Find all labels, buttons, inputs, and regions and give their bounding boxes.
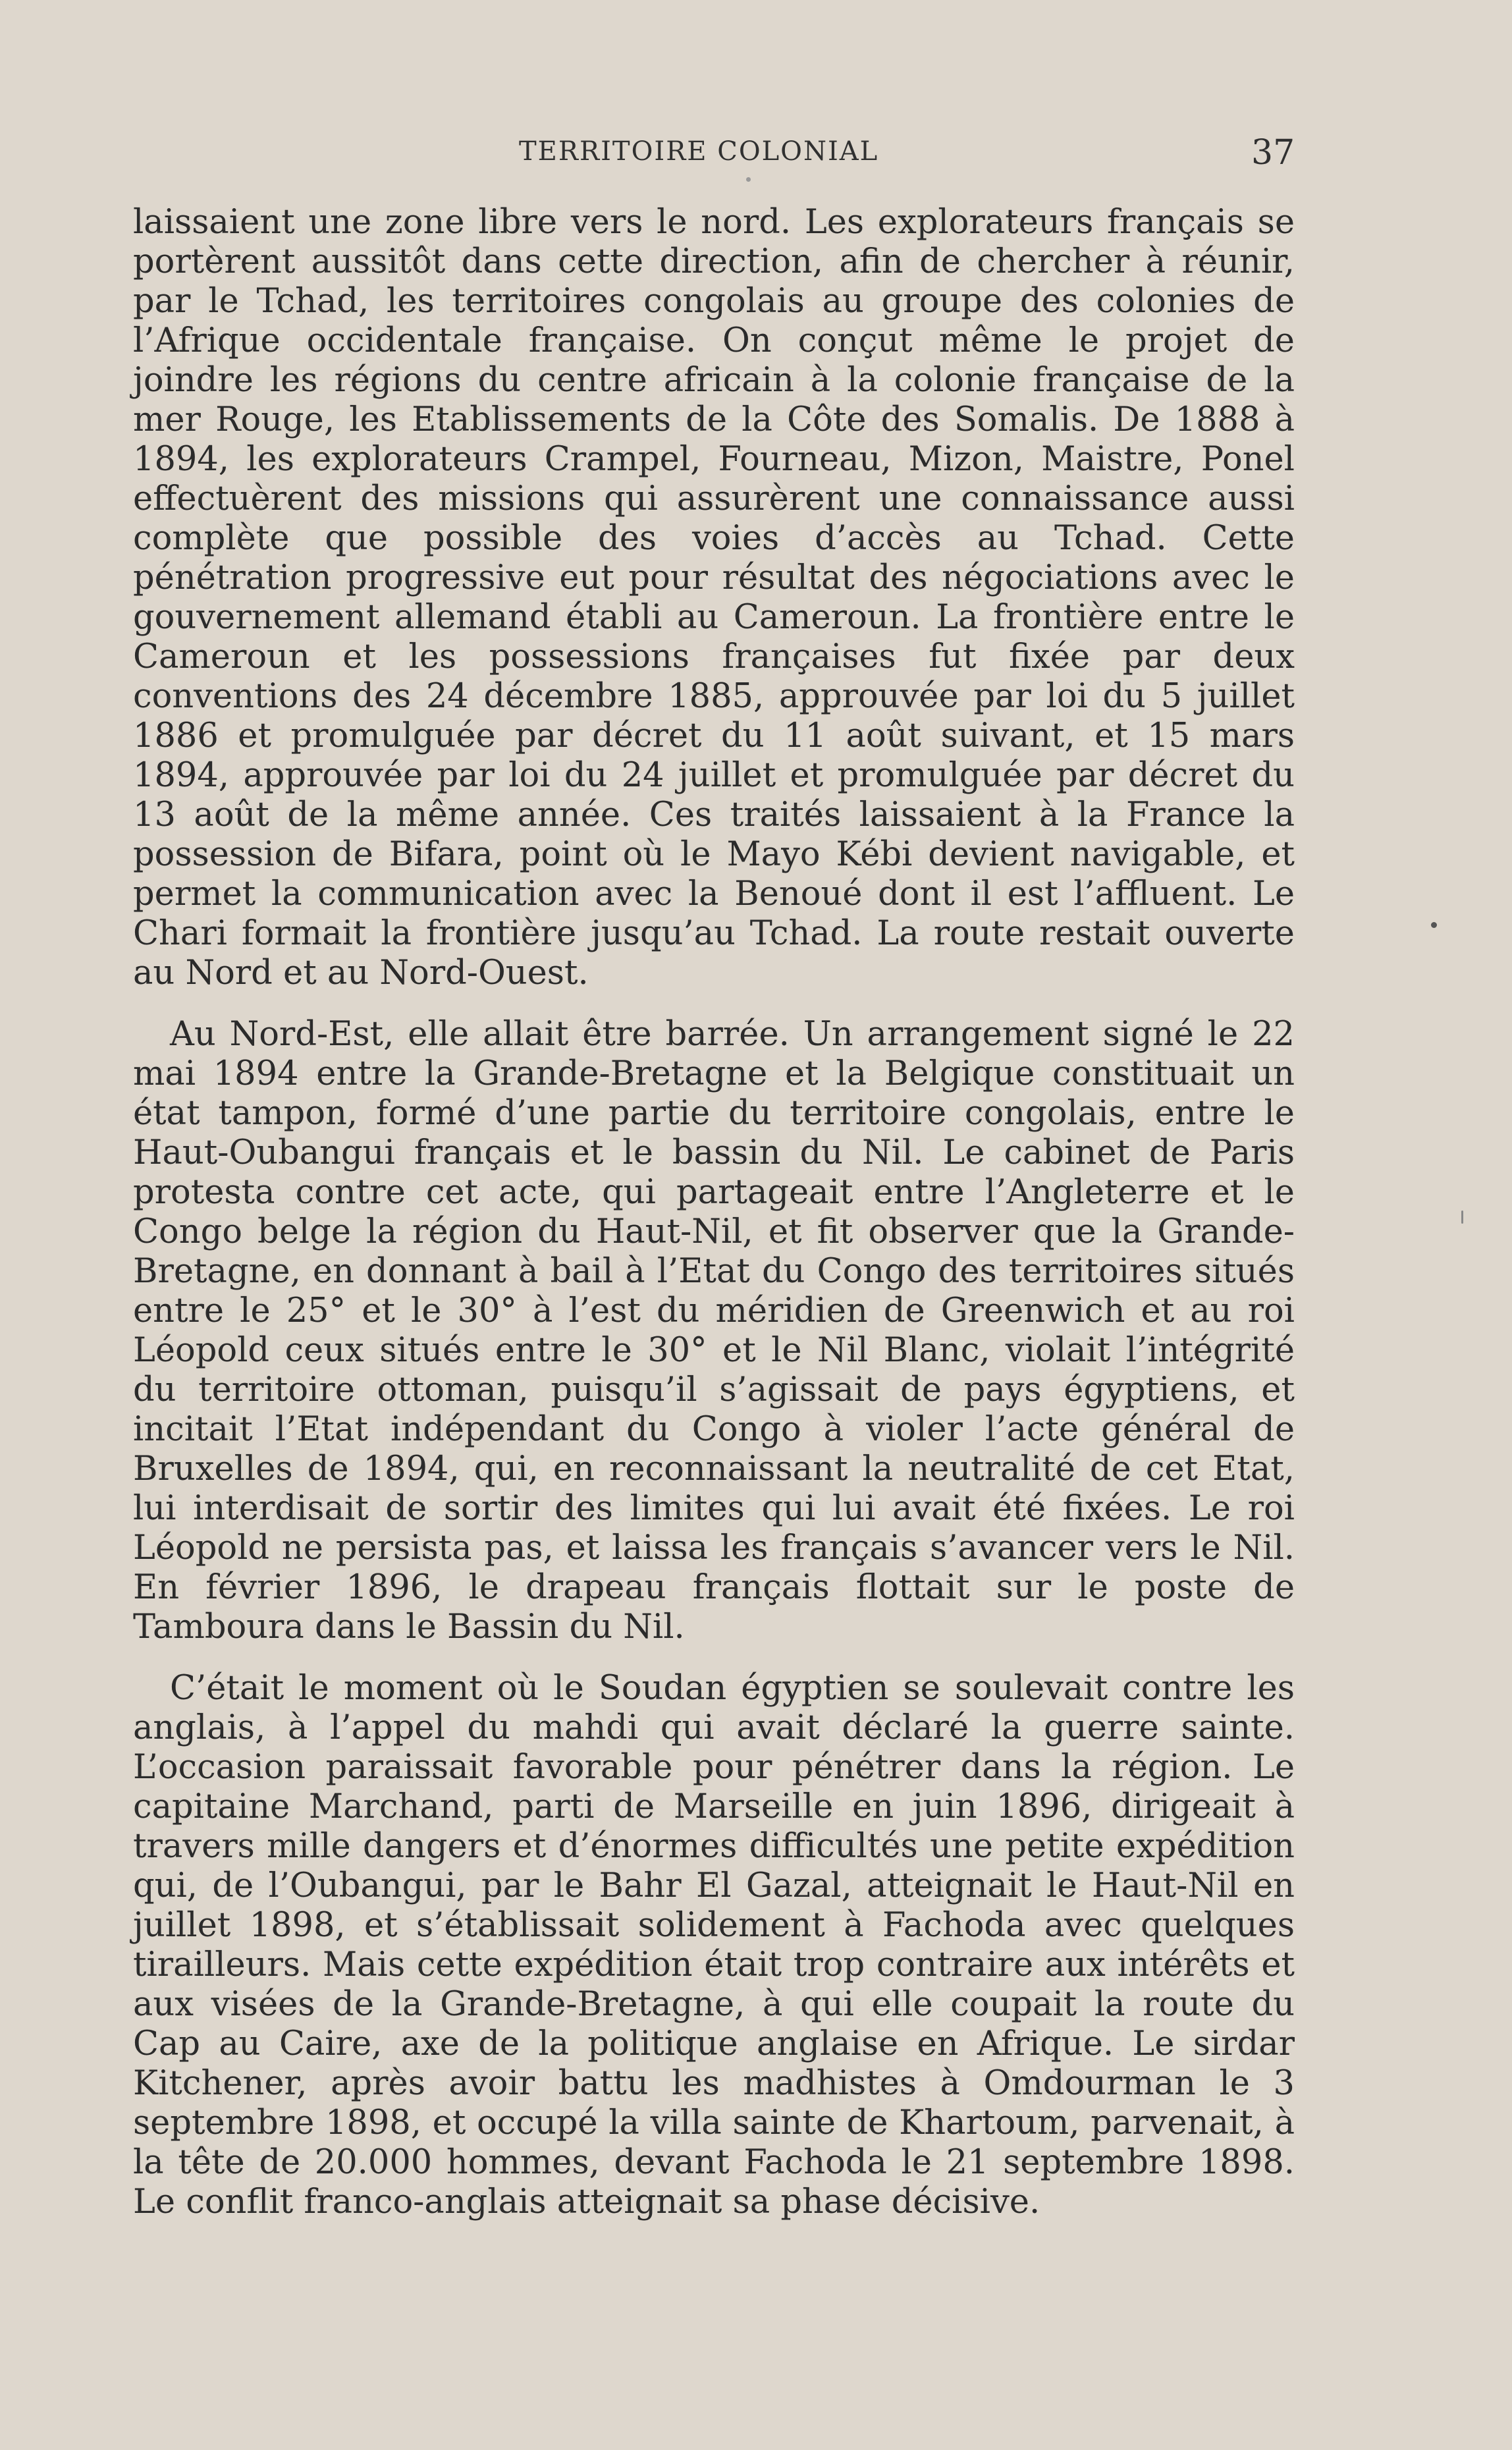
paragraph-3: C’était le moment où le Soudan égyptien se soulevait contre les anglais, à l’appel du mahdi qui avait déclaré la guerre sainte. L’occasion paraissait favorable pour pénétrer dans la région. Le capitaine Marchand, parti de Marseille en juin 1896, dirigeait à travers mille dangers et d’énormes difficultés une petite expédition qui, de l’Oubangui, par le Bahr El Gazal, atteignait le Haut-Nil en juillet 1898, et s’établissait solidement à Fachoda avec quelques tirailleurs. Mais cette expédition était trop contraire aux intérêts et aux visées de la Grande-Bretagne, à qui elle coupait la route du Cap au Caire, axe de la politique anglaise en Afrique. Le sirdar Kitchener, après avoir battu les madhistes à Omdourman le 3 septembre 1898, et occupé la villa sainte de Khartoum, parvenait, à la tête de 20.000 hommes, devant Fachoda le 21 septembre 1898. Le conflit franco-anglais atteignait sa phase décisive. [133,1669,1295,2221]
paper-speck [746,177,751,182]
running-head [0,133,1512,175]
paper-speck [1431,922,1437,928]
body-text [133,203,1295,2244]
paper-mark [1461,1211,1463,1224]
paragraph-2: Au Nord-Est, elle allait être barrée. Un arrangement signé le 22 mai 1894 entre la Grande-Bretagne et la Belgique constituait un état tampon, formé d’une partie du territoire congolais, entre le Haut-Oubangui français et le bassin du Nil. Le cabinet de Paris protesta contre cet acte, qui partageait entre l’Angleterre et le Congo belge la région du Haut-Nil, et fit observer que la Grande-Bretagne, en donnant à bail à l’Etat du Congo des territoires situés entre le 25° et le 30° à l’est du méridien de Greenwich et au roi Léopold ceux situés entre le 30° et le Nil Blanc, violait l’intégrité du territoire ottoman, puisqu’il s’agissait de pays égyptiens, et incitait l’Etat indépendant du Congo à violer l’acte général de Bruxelles de 1894, qui, en reconnaissant la neutralité de cet Etat, lui interdisait de sortir des limites qui lui avait été fixées. Le roi Léopold ne persista pas, et laissa les français s’avancer vers le Nil. En février 1896, le drapeau français flottait sur le poste de Tamboura dans le Bassin du Nil. [133,1015,1295,1647]
running-title: TERRITOIRE COLONIAL [519,136,879,167]
paragraph-1: laissaient une zone libre vers le nord. Les explorateurs français se portèrent aussitôt dans cette direction, afin de chercher à réunir, par le Tchad, les territoires congolais au groupe des colonies de l’Afrique occidentale française. On conçut même le projet de joindre les régions du centre africain à la colonie française de la mer Rouge, les Etablissements de la Côte des Somalis. De 1888 à 1894, les explorateurs Crampel, Fourneau, Mizon, Maistre, Ponel effectuèrent des missions qui assurèrent une connaissance aussi complète que possible des voies d’accès au Tchad. Cette pénétration progressive eut pour résultat des négociations avec le gouvernement allemand établi au Cameroun. La frontière entre le Cameroun et les possessions françaises fut fixée par deux conventions des 24 décembre 1885, approuvée par loi du 5 juillet 1886 et promulguée par décret du 11 août suivant, et 15 mars 1894, approuvée par loi du 24 juillet et promulguée par décret du 13 août de la même année. Ces traités laissaient à la France la possession de Bifara, point où le Mayo Kébi devient navigable, et permet la communication avec la Benoué dont il est l’affluent. Le Chari formait la frontière jusqu’au Tchad. La route restait ouverte au Nord et au Nord-Ouest. [133,203,1295,993]
page-number: 37 [1251,133,1295,173]
